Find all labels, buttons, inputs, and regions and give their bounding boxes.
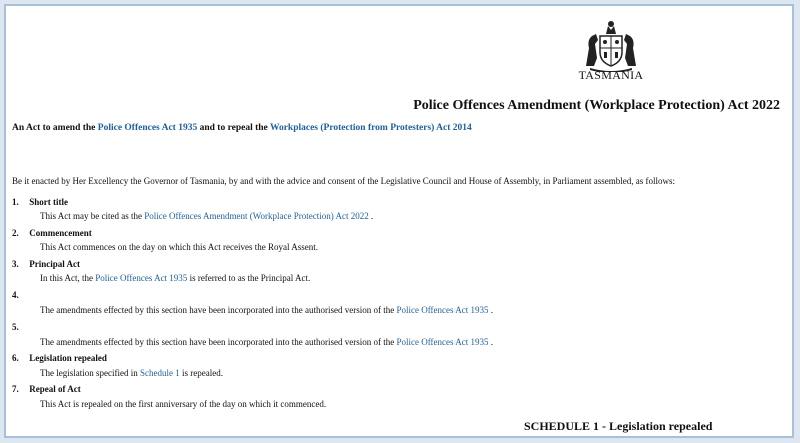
section-1 xyxy=(12,197,68,207)
coat-of-arms-icon xyxy=(576,18,646,72)
link-police-offences-act[interactable]: Police Offences Act 1935 xyxy=(396,337,489,347)
link-short-title-act[interactable]: Police Offences Amendment (Workplace Protection) Act 2022 xyxy=(144,211,369,221)
section-3 xyxy=(12,259,80,269)
long-title-middle: and to repeal the xyxy=(197,123,270,133)
section-text: This Act is repealed on the first anniversary of the day on which it commenced. xyxy=(40,399,327,409)
schedule-heading: SCHEDULE 1 - Legislation repealed xyxy=(524,419,713,433)
section-text: This Act may be cited as the xyxy=(40,211,145,221)
section-text: The amendments effected by this section have been incorporated into the authorised version of the xyxy=(40,305,397,315)
act-title: Police Offences Amendment (Workplace Protection) Act 2022 xyxy=(413,98,780,113)
section-number: 4. xyxy=(12,290,19,300)
section-number: 1. xyxy=(12,197,19,207)
section-number: 7. xyxy=(12,384,19,394)
section-number: 3. xyxy=(12,259,19,269)
section-5 xyxy=(12,322,27,332)
section-heading: Short title xyxy=(29,197,68,207)
section-text: The legislation specified in xyxy=(40,368,140,378)
section-number: 5. xyxy=(12,322,19,332)
link-police-offences-act[interactable]: Police Offences Act 1935 xyxy=(97,123,198,133)
section-text-end: is referred to as the Principal Act. xyxy=(187,273,311,283)
long-title-prefix: An Act to amend the xyxy=(12,123,98,133)
section-heading: Principal Act xyxy=(29,259,80,269)
section-text: This Act commences on the day on which this Act receives the Royal Assent. xyxy=(40,242,318,252)
section-heading: Commencement xyxy=(29,228,92,238)
section-number: 2. xyxy=(12,228,19,238)
section-number: 6. xyxy=(12,353,19,363)
section-text-end: is repealed. xyxy=(179,368,223,378)
section-text-end: . xyxy=(488,305,494,315)
section-heading: Legislation repealed xyxy=(29,353,107,363)
section-text-end: . xyxy=(368,211,374,221)
section-text: In this Act, the xyxy=(40,273,96,283)
section-4 xyxy=(12,290,27,300)
section-text: The amendments effected by this section have been incorporated into the authorised version of the xyxy=(40,337,397,347)
enacting-clause: Be it enacted by Her Excellency the Governor of Tasmania, by and with the advice and consent of the Legislative Council and House of Assembly, in Parliament assembled, as follows: xyxy=(12,176,675,186)
section-heading: Repeal of Act xyxy=(29,384,81,394)
section-2 xyxy=(12,228,92,238)
section-6 xyxy=(12,353,107,363)
section-7 xyxy=(12,384,81,394)
link-workplaces-protection-act[interactable]: Workplaces (Protection from Protesters) Act 2014 xyxy=(269,123,472,133)
document-page xyxy=(4,4,794,438)
section-text-end: . xyxy=(488,337,494,347)
long-title xyxy=(12,123,472,133)
link-police-offences-act[interactable]: Police Offences Act 1935 xyxy=(95,273,188,283)
link-police-offences-act[interactable]: Police Offences Act 1935 xyxy=(396,305,489,315)
crest-caption: TASMANIA xyxy=(578,68,644,82)
link-schedule-1[interactable]: Schedule 1 xyxy=(139,368,180,378)
